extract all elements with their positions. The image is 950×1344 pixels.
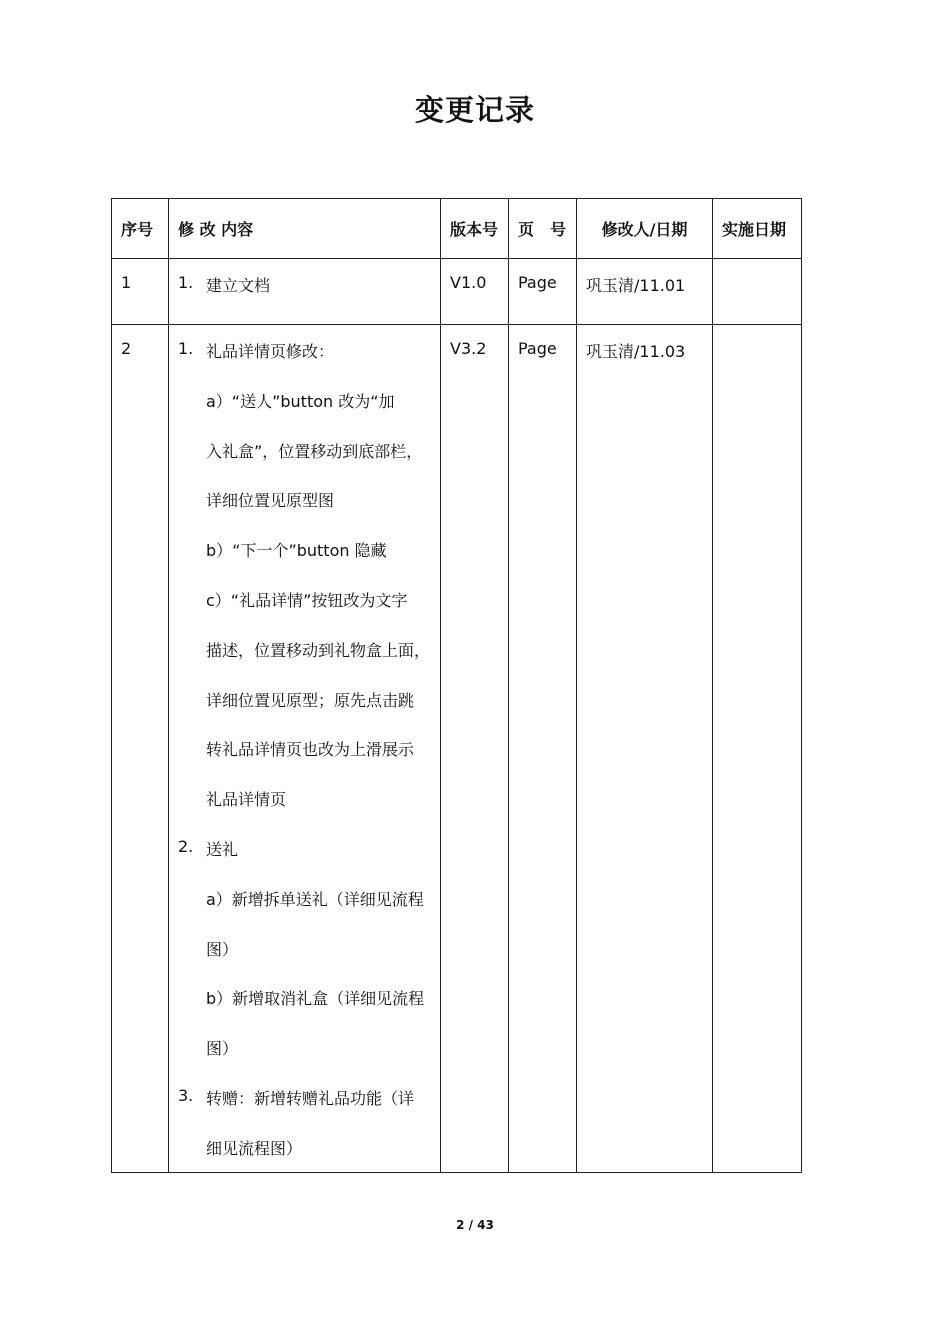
list-text: a）新增拆单送礼（详细见流程 bbox=[206, 890, 424, 909]
list-text: 转礼品详情页也改为上滑展示 bbox=[206, 740, 415, 759]
list-text: 细见流程图） bbox=[206, 1139, 303, 1158]
page-number: 2 / 43 bbox=[456, 1218, 494, 1232]
list-text: 图） bbox=[206, 940, 239, 959]
row1-page: Page bbox=[509, 259, 577, 325]
row2-version: V3.2 bbox=[441, 325, 509, 1173]
row1-version: V1.0 bbox=[441, 259, 509, 325]
list-text: 入礼盒”，位置移动到底部栏， bbox=[206, 442, 423, 461]
row2-seq: 2 bbox=[112, 325, 169, 1173]
list-number: 1. bbox=[178, 339, 194, 358]
list-text: 详细位置见原型；原先点击跳 bbox=[206, 691, 415, 710]
row2-page: Page bbox=[509, 325, 577, 1173]
row2-content bbox=[169, 325, 441, 1173]
header-editor-date: 修改人/日期 bbox=[577, 199, 713, 259]
row2-editor-date: 巩玉清/11.03 bbox=[577, 325, 713, 1173]
header-content: 修 改 内容 bbox=[169, 199, 441, 259]
list-item bbox=[178, 273, 271, 295]
header-page: 页 号 bbox=[509, 199, 577, 259]
list-number: 3. bbox=[178, 1086, 194, 1105]
page-title: 变更记录 bbox=[414, 93, 535, 127]
row1-seq: 1 bbox=[112, 259, 169, 325]
list-text: b）新增取消礼盒（详细见流程 bbox=[206, 989, 425, 1008]
change-log-table bbox=[111, 198, 802, 1173]
list-number: 1. bbox=[178, 273, 194, 292]
list-text: 送礼 bbox=[206, 840, 239, 859]
list-text: 建立文档 bbox=[206, 276, 271, 295]
list-text: b）“下一个”button 隐藏 bbox=[206, 541, 387, 560]
row1-editor-date: 巩玉清/11.01 bbox=[577, 259, 713, 325]
list-text: 转赠：新增转赠礼品功能（详 bbox=[206, 1089, 415, 1108]
row1-impl-date bbox=[713, 259, 802, 325]
header-version: 版本号 bbox=[441, 199, 509, 259]
row2-impl-date bbox=[713, 325, 802, 1173]
row1-content bbox=[169, 259, 441, 325]
list-text: 详细位置见原型图 bbox=[206, 491, 335, 510]
list-text: 描述，位置移动到礼物盒上面， bbox=[206, 641, 431, 660]
list-text: 礼品详情页修改： bbox=[206, 342, 335, 361]
header-impl-date: 实施日期 bbox=[713, 199, 802, 259]
header-seq: 序号 bbox=[112, 199, 169, 259]
list-text: 图） bbox=[206, 1039, 239, 1058]
list-text: 礼品详情页 bbox=[206, 790, 287, 809]
list-number: 2. bbox=[178, 837, 194, 856]
list-text: c）“礼品详情”按钮改为文字 bbox=[206, 591, 408, 610]
list-text: a）“送人”button 改为“加 bbox=[206, 392, 395, 411]
